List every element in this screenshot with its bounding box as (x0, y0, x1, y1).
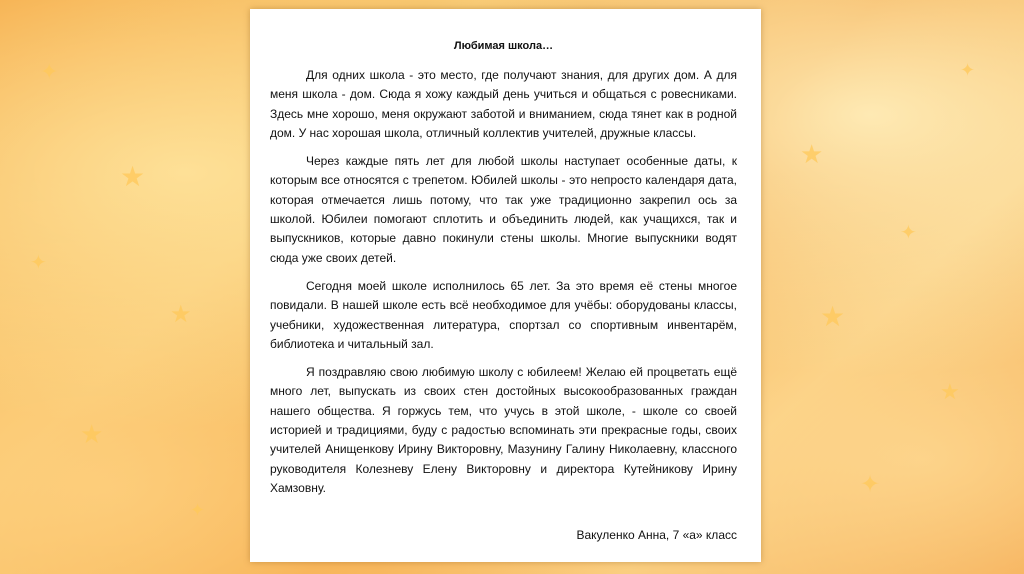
document-page (250, 9, 761, 562)
sparkle-star-icon: ✦ (860, 470, 881, 498)
sparkle-star-icon: ✦ (960, 60, 976, 81)
document-paragraph: Для одних школа - это место, где получают знания, для других дом. А для меня школа - дом. Сюда я хожу каждый день учиться и общаться с ровесниками. Здесь мне хорошо, меня окружают заботой и вниманием, сюда тянет как в родной дом. У нас хорошая школа, отличный коллектив учителей, дружные классы. (270, 68, 737, 140)
document-paragraph: Я поздравляю свою любимую школу с юбилеем! Желаю ей процветать ещё много лет, выпускать из своих стен достойных высокообразованных граждан нашего общества. Я горжусь тем, что учусь в этой школе, - школе со своей историей и традициями, буду с радостью вспоминать эти прекрасные годы, своих учителей Анищенкову Ирину Викторовну, Мазунину Галину Николаевну, классного руководителя Колезневу Елену Викторовну и директора Кутейникову Ирину Хамзовну. (270, 365, 737, 495)
sparkle-star-icon: ★ (940, 380, 960, 405)
sparkle-star-icon: ★ (800, 140, 824, 170)
sparkle-star-icon: ✦ (900, 220, 917, 244)
document-title: Любимая школа… (453, 40, 554, 52)
sparkle-star-icon: ★ (170, 300, 192, 328)
sparkle-star-icon: ✦ (30, 250, 47, 274)
sparkle-star-icon: ★ (820, 300, 846, 333)
sparkle-star-icon: ★ (120, 160, 146, 193)
sparkle-star-icon: ✦ (190, 500, 206, 521)
document-paragraph: Сегодня моей школе исполнилось 65 лет. За это время её стены многое повидали. В нашей школе есть всё необходимое для учёбы: оборудованы классы, учебники, художественная литература, спортзал со спортивным инвентарём, библиотека и читальный зал. (270, 278, 737, 351)
document-paragraph: Через каждые пять лет для любой школы наступает особенные даты, к которым все относятся с трепетом. Юбилей школы - это непросто календаря дата, которая отмечается лишь потому, что так уже традиционно закрепил ось за школой. Юбилеи помогают сплотить и объединить людей, как учащихся, так и выпускников, которые давно покинули стены школы. Многие выпускники водят сюда уже своих детей. (270, 154, 737, 265)
sparkle-star-icon: ★ (80, 420, 104, 450)
author-signature: Вакуленко Анна, 7 «а» класс (576, 528, 737, 542)
sparkle-star-icon: ✦ (40, 60, 59, 85)
